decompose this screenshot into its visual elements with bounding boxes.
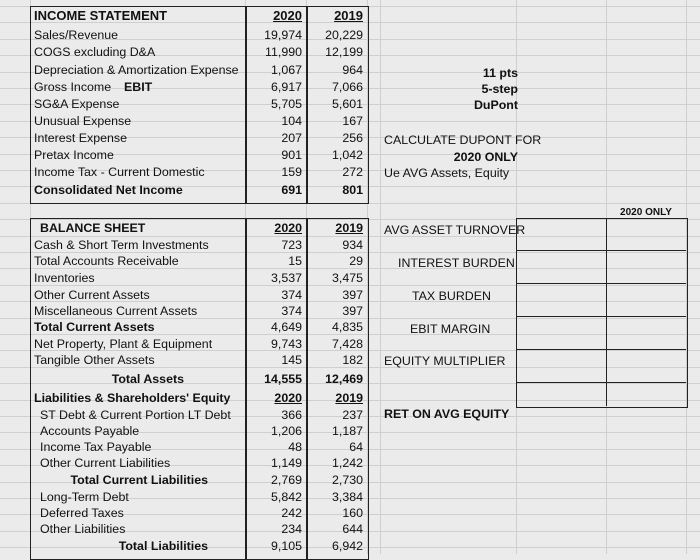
liability-row-label: Deferred Taxes (40, 506, 124, 520)
balance-row-label: Miscellaneous Current Assets (34, 304, 198, 318)
income-row-2019: 801 (342, 183, 363, 197)
grid-line (380, 0, 381, 554)
liability-row-label: Accounts Payable (40, 424, 140, 438)
income-row-2019: 272 (342, 165, 363, 179)
liability-row-label: Total Liabilities (118, 539, 208, 553)
liability-row-2019: 6,942 (331, 539, 363, 553)
balance-row-2019: 7,428 (331, 337, 363, 351)
dupont-points: 11 pts (482, 66, 518, 80)
balance-row-label: Total Current Assets (34, 320, 155, 334)
income-row-label: Depreciation & Amortization Expense (34, 63, 239, 77)
balance-row-2020: 723 (281, 238, 302, 252)
liability-row-2020: 1,206 (270, 424, 302, 438)
income-row-2020: 691 (281, 183, 302, 197)
dupont-answer-divider (516, 218, 607, 406)
liability-row-2020: 366 (281, 408, 302, 422)
liability-row-2019: 237 (342, 408, 363, 422)
liab-year-2019: 2019 (335, 391, 363, 405)
income-row-2020: 159 (281, 165, 302, 179)
liability-row-2020: 234 (281, 522, 302, 536)
balance-row-2020: 9,743 (270, 337, 302, 351)
liability-row-2019: 644 (342, 522, 363, 536)
balance-row-2020: 4,649 (270, 320, 302, 334)
balance-row-label: Other Current Assets (34, 288, 150, 302)
income-row-2020: 11,990 (265, 45, 302, 59)
income-row-2019: 256 (342, 131, 363, 145)
balance-sheet-title: BALANCE SHEET (40, 221, 146, 235)
income-row-2019: 20,229 (325, 28, 363, 42)
income-row-2019: 964 (342, 63, 363, 77)
dupont-step: 5-step (481, 82, 518, 96)
dupont-column-header: 2020 ONLY (620, 207, 672, 218)
liabilities-header: Liabilities & Shareholders' Equity (34, 391, 231, 405)
liability-row-2020: 48 (288, 440, 302, 454)
income-row-2020: 5,705 (270, 97, 302, 111)
liability-row-2020: 2,769 (270, 473, 302, 487)
income-row-label: Interest Expense (34, 131, 127, 145)
dupont-item-asset-turnover: AVG ASSET TURNOVER (384, 223, 526, 237)
balance-row-label: Net Property, Plant & Equipment (34, 337, 213, 351)
income-row-2020: 207 (281, 131, 302, 145)
income-row-label: COGS excluding D&A (34, 45, 156, 59)
balance-row-2020: 145 (281, 353, 302, 367)
liability-row-label: Other Liabilities (40, 522, 126, 536)
balance-row-2019: 29 (349, 254, 363, 268)
income-year-2020: 2020 (273, 8, 302, 23)
balance-row-label: Inventories (34, 271, 95, 285)
liability-row-2019: 160 (342, 506, 363, 520)
liability-row-label: Income Tax Payable (40, 440, 152, 454)
balance-row-label: Total Assets (111, 372, 184, 386)
liability-row-2019: 1,242 (331, 456, 363, 470)
liability-row-2019: 3,384 (331, 490, 363, 504)
income-row-label: Gross Income (34, 80, 112, 94)
balance-row-2019: 3,475 (331, 271, 363, 285)
balance-row-2020: 15 (288, 254, 302, 268)
income-row-2020: 104 (281, 114, 302, 128)
balance-year-2019: 2019 (335, 221, 363, 235)
balance-row-2020: 374 (281, 288, 302, 302)
income-row-2020: 6,917 (270, 80, 302, 94)
dupont-item-equity-multiplier: EQUITY MULTIPLIER (384, 354, 506, 368)
income-row-label: Unusual Expense (34, 114, 132, 128)
income-row-2019: 1,042 (331, 148, 363, 162)
income-row-label: SG&A Expense (34, 97, 120, 111)
income-row-2019: 167 (342, 114, 363, 128)
income-row-2019: 5,601 (331, 97, 363, 111)
dupont-item-ebit-margin: EBIT MARGIN (410, 322, 491, 336)
income-row-2019: 12,199 (325, 45, 363, 59)
dupont-instruction-3: Ue AVG Assets, Equity (384, 166, 510, 180)
income-row-2020: 19,974 (264, 28, 302, 42)
liability-row-label: Total Current Liabilities (70, 473, 208, 487)
liability-row-2019: 1,187 (331, 424, 363, 438)
liability-row-label: Other Current Liabilities (40, 456, 171, 470)
balance-row-2019: 182 (342, 353, 363, 367)
income-row-2020: 901 (281, 148, 302, 162)
balance-row-label: Total Accounts Receivable (34, 254, 179, 268)
balance-row-2019: 934 (342, 238, 363, 252)
liability-row-2020: 9,105 (270, 539, 302, 553)
income-row-label: Consolidated Net Income (34, 183, 183, 197)
balance-row-2019: 397 (342, 304, 363, 318)
dupont-item-tax-burden: TAX BURDEN (412, 289, 491, 303)
balance-row-2019: 397 (342, 288, 363, 302)
liability-row-2019: 64 (349, 440, 363, 454)
liability-row-2020: 242 (281, 506, 302, 520)
income-year-2019: 2019 (334, 8, 363, 23)
balance-year-2020: 2020 (274, 221, 302, 235)
dupont-instruction-1: CALCULATE DUPONT FOR (384, 133, 542, 147)
dupont-item-interest-burden: INTEREST BURDEN (398, 256, 515, 270)
income-row-label: Sales/Revenue (34, 28, 119, 42)
dupont-instruction-2: 2020 ONLY (453, 150, 518, 164)
balance-row-2020: 374 (281, 304, 302, 318)
income-row-label: Income Tax - Current Domestic (34, 165, 205, 179)
balance-row-label: Cash & Short Term Investments (34, 238, 209, 252)
liability-row-label: ST Debt & Current Portion LT Debt (40, 408, 231, 422)
income-statement-title: INCOME STATEMENT (34, 8, 168, 23)
dupont-item-return-on-equity: RET ON AVG EQUITY (384, 407, 510, 421)
liability-row-2019: 2,730 (331, 473, 363, 487)
balance-row-2019: 4,835 (331, 320, 363, 334)
balance-row-label: Tangible Other Assets (34, 353, 155, 367)
balance-row-2020: 3,537 (270, 271, 302, 285)
liab-year-2020: 2020 (274, 391, 302, 405)
income-row-2019: 7,066 (331, 80, 363, 94)
balance-row-2020: 14,555 (264, 372, 302, 386)
liability-row-2020: 5,842 (270, 490, 302, 504)
balance-row-2019: 12,469 (325, 372, 363, 386)
ebit-tag: EBIT (124, 80, 153, 94)
liability-row-2020: 1,149 (270, 456, 302, 470)
liability-row-label: Long-Term Debt (40, 490, 129, 504)
income-row-label: Pretax Income (34, 148, 114, 162)
income-row-2020: 1,067 (270, 63, 302, 77)
dupont-name: DuPont (473, 98, 518, 112)
